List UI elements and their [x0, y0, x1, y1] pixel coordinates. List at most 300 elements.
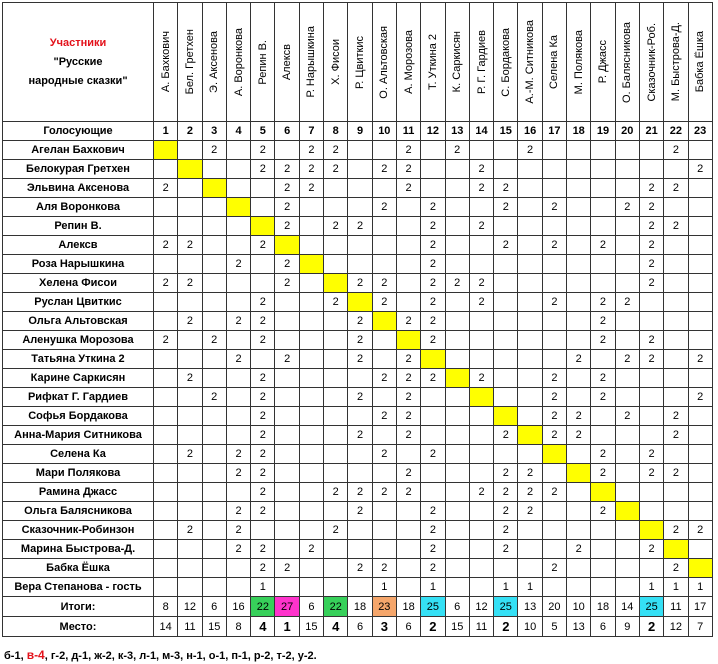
vote-cell	[226, 179, 250, 198]
table-title	[3, 3, 154, 122]
vote-cell	[421, 141, 445, 160]
vote-cell	[494, 255, 518, 274]
vote-cell: 2	[494, 540, 518, 559]
vote-cell	[154, 445, 178, 464]
vote-cell	[542, 445, 566, 464]
vote-cell	[615, 274, 639, 293]
vote-cell	[348, 293, 372, 312]
vote-cell	[324, 388, 348, 407]
participant-name: А.-М. Ситникова	[524, 20, 537, 104]
vote-cell	[299, 521, 323, 540]
participant-header	[226, 3, 250, 122]
vote-cell: 2	[688, 521, 712, 540]
vote-cell	[445, 255, 469, 274]
vote-cell	[664, 312, 688, 331]
vote-cell	[688, 293, 712, 312]
vote-cell	[639, 426, 663, 445]
vote-cell: 2	[567, 407, 591, 426]
participant-header	[202, 3, 226, 122]
participant-number: 22	[664, 122, 688, 141]
vote-cell: 2	[396, 483, 420, 502]
participant-header	[251, 3, 275, 122]
vote-cell: 2	[518, 464, 542, 483]
vote-cell	[567, 179, 591, 198]
vote-cell: 2	[275, 217, 299, 236]
vote-cell	[251, 217, 275, 236]
place-cell: 8	[226, 617, 250, 637]
total-cell: 10	[567, 597, 591, 617]
vote-cell: 2	[494, 426, 518, 445]
vote-cell: 2	[251, 540, 275, 559]
vote-cell	[664, 293, 688, 312]
participant-number: 18	[567, 122, 591, 141]
vote-cell	[178, 350, 202, 369]
vote-cell: 2	[178, 236, 202, 255]
participant-number: 16	[518, 122, 542, 141]
vote-cell: 2	[421, 236, 445, 255]
vote-cell: 2	[591, 312, 615, 331]
vote-cell: 2	[421, 445, 445, 464]
vote-cell: 2	[372, 274, 396, 293]
vote-cell	[202, 255, 226, 274]
vote-cell	[518, 521, 542, 540]
table-row	[3, 179, 713, 198]
vote-cell	[348, 198, 372, 217]
vote-cell	[518, 445, 542, 464]
participant-number: 21	[639, 122, 663, 141]
vote-cell: 2	[275, 160, 299, 179]
vote-cell: 2	[494, 521, 518, 540]
vote-cell	[348, 255, 372, 274]
voter-name: Алексв	[3, 236, 154, 255]
vote-cell: 2	[688, 350, 712, 369]
vote-cell	[567, 502, 591, 521]
vote-cell	[299, 407, 323, 426]
vote-cell: 2	[251, 312, 275, 331]
vote-cell: 2	[251, 559, 275, 578]
participant-number: 19	[591, 122, 615, 141]
vote-cell: 2	[421, 540, 445, 559]
participant-number: 4	[226, 122, 250, 141]
vote-cell	[567, 312, 591, 331]
total-cell: 8	[154, 597, 178, 617]
vote-cell	[518, 388, 542, 407]
vote-cell	[542, 350, 566, 369]
participant-name: Репин В.	[256, 39, 269, 85]
vote-cell	[372, 540, 396, 559]
vote-cell: 2	[348, 312, 372, 331]
vote-cell: 2	[664, 217, 688, 236]
vote-cell	[542, 255, 566, 274]
participant-name: А. Воронкова	[232, 27, 245, 97]
vote-cell	[154, 426, 178, 445]
total-cell: 22	[251, 597, 275, 617]
vote-cell: 1	[518, 578, 542, 597]
vote-cell	[591, 350, 615, 369]
participant-name: Алексв	[281, 43, 294, 81]
vote-cell	[324, 464, 348, 483]
vote-cell	[154, 369, 178, 388]
voter-name: Марина Быстрова-Д.	[3, 540, 154, 559]
vote-cell: 2	[226, 445, 250, 464]
vote-cell: 2	[178, 312, 202, 331]
vote-cell: 2	[639, 198, 663, 217]
vote-cell: 1	[372, 578, 396, 597]
vote-cell	[299, 350, 323, 369]
vote-cell: 2	[372, 293, 396, 312]
vote-cell: 2	[251, 445, 275, 464]
vote-cell: 2	[639, 540, 663, 559]
vote-cell	[639, 388, 663, 407]
vote-cell	[639, 521, 663, 540]
vote-cell: 2	[639, 255, 663, 274]
vote-cell	[275, 331, 299, 350]
vote-cell: 2	[664, 407, 688, 426]
table-row	[3, 369, 713, 388]
vote-cell: 2	[567, 350, 591, 369]
total-cell: 27	[275, 597, 299, 617]
vote-cell	[469, 255, 493, 274]
legend-before: б-1,	[4, 650, 27, 662]
vote-cell	[154, 141, 178, 160]
vote-cell	[445, 483, 469, 502]
vote-cell: 2	[251, 426, 275, 445]
total-cell: 6	[202, 597, 226, 617]
vote-cell: 2	[348, 274, 372, 293]
vote-cell	[469, 559, 493, 578]
vote-cell: 2	[396, 426, 420, 445]
vote-cell	[567, 255, 591, 274]
vote-cell	[202, 198, 226, 217]
vote-cell: 2	[591, 445, 615, 464]
place-cell: 6	[591, 617, 615, 637]
total-cell: 25	[421, 597, 445, 617]
vote-cell: 2	[664, 426, 688, 445]
participant-number: 11	[396, 122, 420, 141]
voter-name: Аленушка Морозова	[3, 331, 154, 350]
title-line1: Участники	[49, 36, 107, 49]
total-cell: 20	[542, 597, 566, 617]
voter-name: Рамина Джасс	[3, 483, 154, 502]
participant-header	[178, 3, 202, 122]
vote-cell: 2	[615, 350, 639, 369]
vote-cell	[396, 540, 420, 559]
total-cell: 23	[372, 597, 396, 617]
vote-cell: 1	[639, 578, 663, 597]
vote-cell	[518, 426, 542, 445]
vote-cell	[591, 141, 615, 160]
vote-cell: 2	[251, 502, 275, 521]
vote-cell	[445, 521, 469, 540]
place-cell: 6	[396, 617, 420, 637]
vote-cell	[348, 369, 372, 388]
vote-cell	[445, 578, 469, 597]
vote-cell: 2	[226, 464, 250, 483]
table-row	[3, 236, 713, 255]
vote-cell: 2	[275, 255, 299, 274]
vote-cell	[372, 141, 396, 160]
participant-header	[324, 3, 348, 122]
vote-cell: 2	[178, 521, 202, 540]
total-cell: 6	[299, 597, 323, 617]
participant-number: 23	[688, 122, 712, 141]
vote-cell	[615, 369, 639, 388]
participant-header	[615, 3, 639, 122]
vote-cell	[251, 198, 275, 217]
vote-cell	[518, 559, 542, 578]
vote-cell: 2	[372, 559, 396, 578]
vote-cell: 2	[275, 179, 299, 198]
participant-name: О. Балясникова	[621, 21, 634, 103]
vote-cell	[154, 255, 178, 274]
vote-cell	[178, 464, 202, 483]
vote-cell: 2	[154, 179, 178, 198]
participant-number: 15	[494, 122, 518, 141]
place-cell: 2	[421, 617, 445, 637]
vote-cell: 2	[324, 217, 348, 236]
voting-table-wrapper	[2, 2, 713, 637]
voter-name: Бабка Ёшка	[3, 559, 154, 578]
vote-cell	[324, 502, 348, 521]
participant-name: О. Альтовская	[378, 25, 391, 99]
total-cell: 25	[639, 597, 663, 617]
vote-cell: 2	[469, 217, 493, 236]
vote-cell	[154, 407, 178, 426]
vote-cell: 2	[396, 464, 420, 483]
place-label: Место:	[3, 617, 154, 637]
legend-highlight: в-4	[26, 648, 45, 662]
vote-cell: 2	[445, 141, 469, 160]
table-row	[3, 407, 713, 426]
vote-cell	[372, 502, 396, 521]
table-row	[3, 578, 713, 597]
vote-cell	[324, 236, 348, 255]
vote-cell: 2	[421, 198, 445, 217]
vote-cell	[421, 464, 445, 483]
vote-cell	[396, 236, 420, 255]
vote-cell: 2	[275, 274, 299, 293]
vote-cell	[396, 559, 420, 578]
vote-cell: 2	[251, 369, 275, 388]
vote-cell	[591, 540, 615, 559]
vote-cell	[202, 483, 226, 502]
vote-cell	[615, 426, 639, 445]
vote-cell: 2	[178, 369, 202, 388]
vote-cell	[299, 255, 323, 274]
table-row	[3, 559, 713, 578]
vote-cell: 2	[542, 293, 566, 312]
vote-cell	[372, 350, 396, 369]
vote-cell: 2	[396, 388, 420, 407]
vote-cell: 2	[664, 141, 688, 160]
vote-cell	[226, 331, 250, 350]
place-cell: 1	[275, 617, 299, 637]
vote-cell: 2	[396, 350, 420, 369]
participant-name: Р. Г. Гардиев	[475, 30, 488, 94]
vote-cell	[445, 179, 469, 198]
vote-cell	[664, 388, 688, 407]
vote-cell	[445, 388, 469, 407]
vote-cell	[226, 426, 250, 445]
vote-cell	[421, 426, 445, 445]
vote-cell	[688, 502, 712, 521]
table-row	[3, 198, 713, 217]
total-cell: 17	[688, 597, 712, 617]
vote-cell	[324, 331, 348, 350]
vote-cell: 2	[421, 502, 445, 521]
vote-cell	[591, 198, 615, 217]
vote-cell	[639, 312, 663, 331]
vote-cell	[518, 312, 542, 331]
table-row	[3, 331, 713, 350]
vote-cell	[518, 350, 542, 369]
vote-cell	[275, 407, 299, 426]
vote-cell	[567, 293, 591, 312]
vote-cell	[518, 369, 542, 388]
vote-cell	[664, 369, 688, 388]
vote-cell	[567, 141, 591, 160]
vote-cell: 2	[639, 445, 663, 464]
vote-cell: 2	[348, 350, 372, 369]
vote-cell: 2	[664, 521, 688, 540]
voters-label: Голосующие	[3, 122, 154, 141]
vote-cell: 2	[518, 483, 542, 502]
total-cell: 6	[445, 597, 469, 617]
vote-cell: 2	[494, 502, 518, 521]
vote-cell	[178, 293, 202, 312]
vote-cell	[324, 198, 348, 217]
participant-number: 3	[202, 122, 226, 141]
vote-cell	[178, 540, 202, 559]
vote-cell	[202, 426, 226, 445]
vote-cell: 2	[299, 141, 323, 160]
vote-cell: 2	[251, 464, 275, 483]
voter-name: Роза Нарышкина	[3, 255, 154, 274]
vote-cell: 2	[226, 540, 250, 559]
vote-cell	[299, 578, 323, 597]
total-cell: 12	[469, 597, 493, 617]
vote-cell	[202, 559, 226, 578]
vote-cell	[639, 141, 663, 160]
vote-cell: 2	[372, 483, 396, 502]
vote-cell	[202, 179, 226, 198]
vote-cell	[469, 331, 493, 350]
vote-cell	[688, 407, 712, 426]
vote-cell	[688, 312, 712, 331]
vote-cell	[178, 141, 202, 160]
participant-header	[299, 3, 323, 122]
vote-cell	[445, 445, 469, 464]
vote-cell	[567, 369, 591, 388]
participant-number: 14	[469, 122, 493, 141]
vote-cell: 2	[348, 559, 372, 578]
vote-cell: 2	[226, 255, 250, 274]
vote-cell	[567, 578, 591, 597]
vote-cell	[299, 559, 323, 578]
participant-number: 7	[299, 122, 323, 141]
vote-cell	[202, 236, 226, 255]
vote-cell	[567, 331, 591, 350]
participant-number: 2	[178, 122, 202, 141]
vote-cell	[154, 502, 178, 521]
vote-cell	[299, 274, 323, 293]
vote-cell	[469, 198, 493, 217]
vote-cell	[494, 331, 518, 350]
vote-cell: 2	[639, 274, 663, 293]
vote-cell	[324, 179, 348, 198]
participant-name: Селена Ка	[548, 34, 561, 89]
legend-after: , г-2, д-1, ж-2, к-3, л-1, м-3, н-1, о-1, п-1, р-2, т-2, у-2.	[44, 650, 317, 662]
vote-cell	[518, 236, 542, 255]
vote-cell	[178, 217, 202, 236]
place-cell: 15	[202, 617, 226, 637]
vote-cell	[494, 217, 518, 236]
vote-cell: 1	[688, 578, 712, 597]
place-cell: 11	[469, 617, 493, 637]
vote-cell	[251, 521, 275, 540]
vote-cell	[445, 464, 469, 483]
vote-cell: 2	[542, 198, 566, 217]
vote-cell	[275, 426, 299, 445]
vote-cell	[567, 274, 591, 293]
table-row	[3, 388, 713, 407]
table-row	[3, 255, 713, 274]
vote-cell	[664, 255, 688, 274]
voter-name: Агелан Бахкович	[3, 141, 154, 160]
vote-cell: 2	[591, 369, 615, 388]
participant-name: А. Бахкович	[159, 31, 172, 93]
vote-cell	[251, 350, 275, 369]
vote-cell	[445, 198, 469, 217]
vote-cell	[469, 236, 493, 255]
vote-cell	[348, 540, 372, 559]
vote-cell	[178, 179, 202, 198]
vote-cell	[591, 521, 615, 540]
participant-header	[518, 3, 542, 122]
vote-cell	[494, 293, 518, 312]
vote-cell: 2	[542, 483, 566, 502]
vote-cell	[469, 141, 493, 160]
vote-cell: 2	[324, 483, 348, 502]
vote-cell: 2	[324, 293, 348, 312]
vote-cell: 2	[421, 217, 445, 236]
vote-cell	[469, 578, 493, 597]
vote-cell	[202, 464, 226, 483]
vote-cell: 1	[494, 578, 518, 597]
vote-cell	[178, 559, 202, 578]
total-cell: 25	[494, 597, 518, 617]
vote-cell	[299, 426, 323, 445]
vote-cell	[396, 502, 420, 521]
vote-cell	[226, 217, 250, 236]
participant-header	[494, 3, 518, 122]
title-line3: народные сказки"	[28, 74, 128, 87]
vote-cell: 2	[251, 483, 275, 502]
vote-cell	[688, 217, 712, 236]
place-cell: 15	[299, 617, 323, 637]
vote-cell	[299, 217, 323, 236]
vote-cell: 2	[567, 426, 591, 445]
table-row	[3, 312, 713, 331]
vote-cell	[372, 236, 396, 255]
vote-cell	[372, 426, 396, 445]
vote-cell: 2	[226, 521, 250, 540]
vote-cell	[542, 312, 566, 331]
vote-cell	[348, 160, 372, 179]
vote-cell	[348, 179, 372, 198]
vote-cell	[591, 160, 615, 179]
vote-cell	[372, 464, 396, 483]
